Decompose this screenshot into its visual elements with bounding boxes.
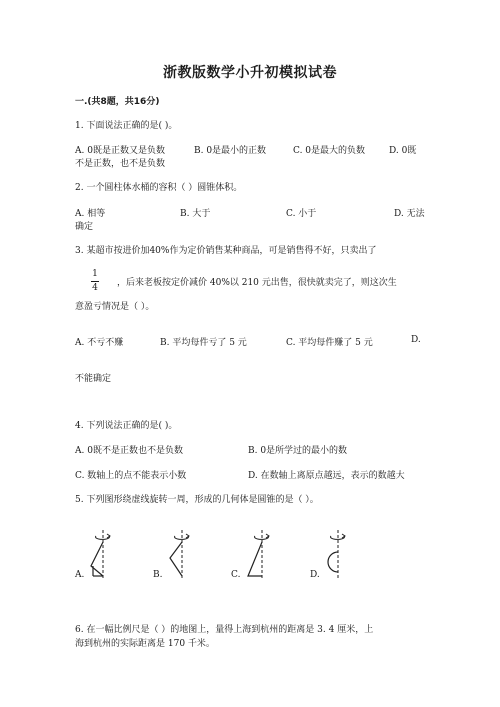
q5-figure-d bbox=[318, 528, 348, 584]
q1-option-a: A. 0既是正数又是负数 bbox=[75, 146, 165, 156]
q3-line-3: 意盈亏情况是（ ）。 bbox=[75, 302, 155, 312]
q1-option-c: C. 0是最大的负数 bbox=[293, 146, 366, 156]
q5-figure-c bbox=[242, 528, 272, 584]
fraction-bar bbox=[91, 281, 99, 282]
q4-option-b: B. 0是所学过的最小的数 bbox=[248, 446, 348, 456]
q4-option-d: D. 在数轴上离原点越远，表示的数越大 bbox=[248, 471, 405, 481]
q5-label-c: C. bbox=[231, 570, 241, 580]
q2-stem: 2. 一个圆柱体水桶的容积（ ）圆锥体积。 bbox=[75, 183, 243, 193]
q3-option-a: A. 不亏不赚 bbox=[75, 338, 124, 348]
q1-option-d-continued: 不是正数，也不是负数 bbox=[75, 159, 166, 169]
section-heading: 一.(共8题，共16分) bbox=[75, 97, 160, 107]
q3-option-b: B. 平均每件亏了 5 元 bbox=[160, 338, 247, 348]
q5-label-b: B. bbox=[153, 570, 163, 580]
q4-option-c: C. 数轴上的点不能表示小数 bbox=[75, 471, 187, 481]
q3-option-d: D. bbox=[411, 335, 421, 345]
q2-option-c: C. 小于 bbox=[286, 209, 317, 219]
q4-stem: 4. 下列说法正确的是( )。 bbox=[75, 421, 178, 431]
q1-option-b: B. 0是最小的正数 bbox=[194, 146, 267, 156]
q2-option-d: D. 无法 bbox=[394, 209, 425, 219]
q2-option-b: B. 大于 bbox=[180, 209, 211, 219]
q3-fraction-denominator: 4 bbox=[92, 283, 98, 293]
q6-line-2: 海到杭州的实际距离是 170 千米。 bbox=[75, 639, 215, 649]
page-title: 浙教版数学小升初模拟试卷 bbox=[163, 65, 337, 81]
q3-fraction-numerator: 1 bbox=[92, 269, 98, 279]
q1-option-d: D. 0既 bbox=[389, 146, 417, 156]
q6-line-1: 6. 在一幅比例尺是（ ）的地图上，量得上海到杭州的距离是 3. 4 厘米，上 bbox=[75, 625, 374, 635]
q5-figure-b bbox=[164, 528, 194, 584]
q3-line-2: ，后来老板按定价减价 40%以 210 元出售，很快就卖完了，则这次生 bbox=[117, 278, 397, 288]
q3-fraction bbox=[91, 269, 99, 294]
q3-stem: 3. 某超市按进价加40%作为定价销售某种商品，可是销售得不好，只卖出了 bbox=[75, 246, 377, 256]
q5-label-d: D. bbox=[310, 570, 320, 580]
q5-stem: 5. 下列图形绕虚线旋转一周，形成的几何体是圆锥的是（ ）。 bbox=[75, 495, 319, 505]
q5-label-a: A. bbox=[75, 570, 85, 580]
q4-option-a: A. 0既不是正数也不是负数 bbox=[75, 446, 183, 456]
q2-option-a: A. 相等 bbox=[75, 209, 106, 219]
q1-stem: 1. 下面说法正确的是( )。 bbox=[75, 121, 178, 131]
q3-option-c: C. 平均每件赚了 5 元 bbox=[286, 338, 373, 348]
q2-option-d-continued: 确定 bbox=[75, 222, 94, 232]
q5-figure-a bbox=[85, 528, 115, 584]
q3-option-d-continued: 不能确定 bbox=[75, 374, 112, 384]
